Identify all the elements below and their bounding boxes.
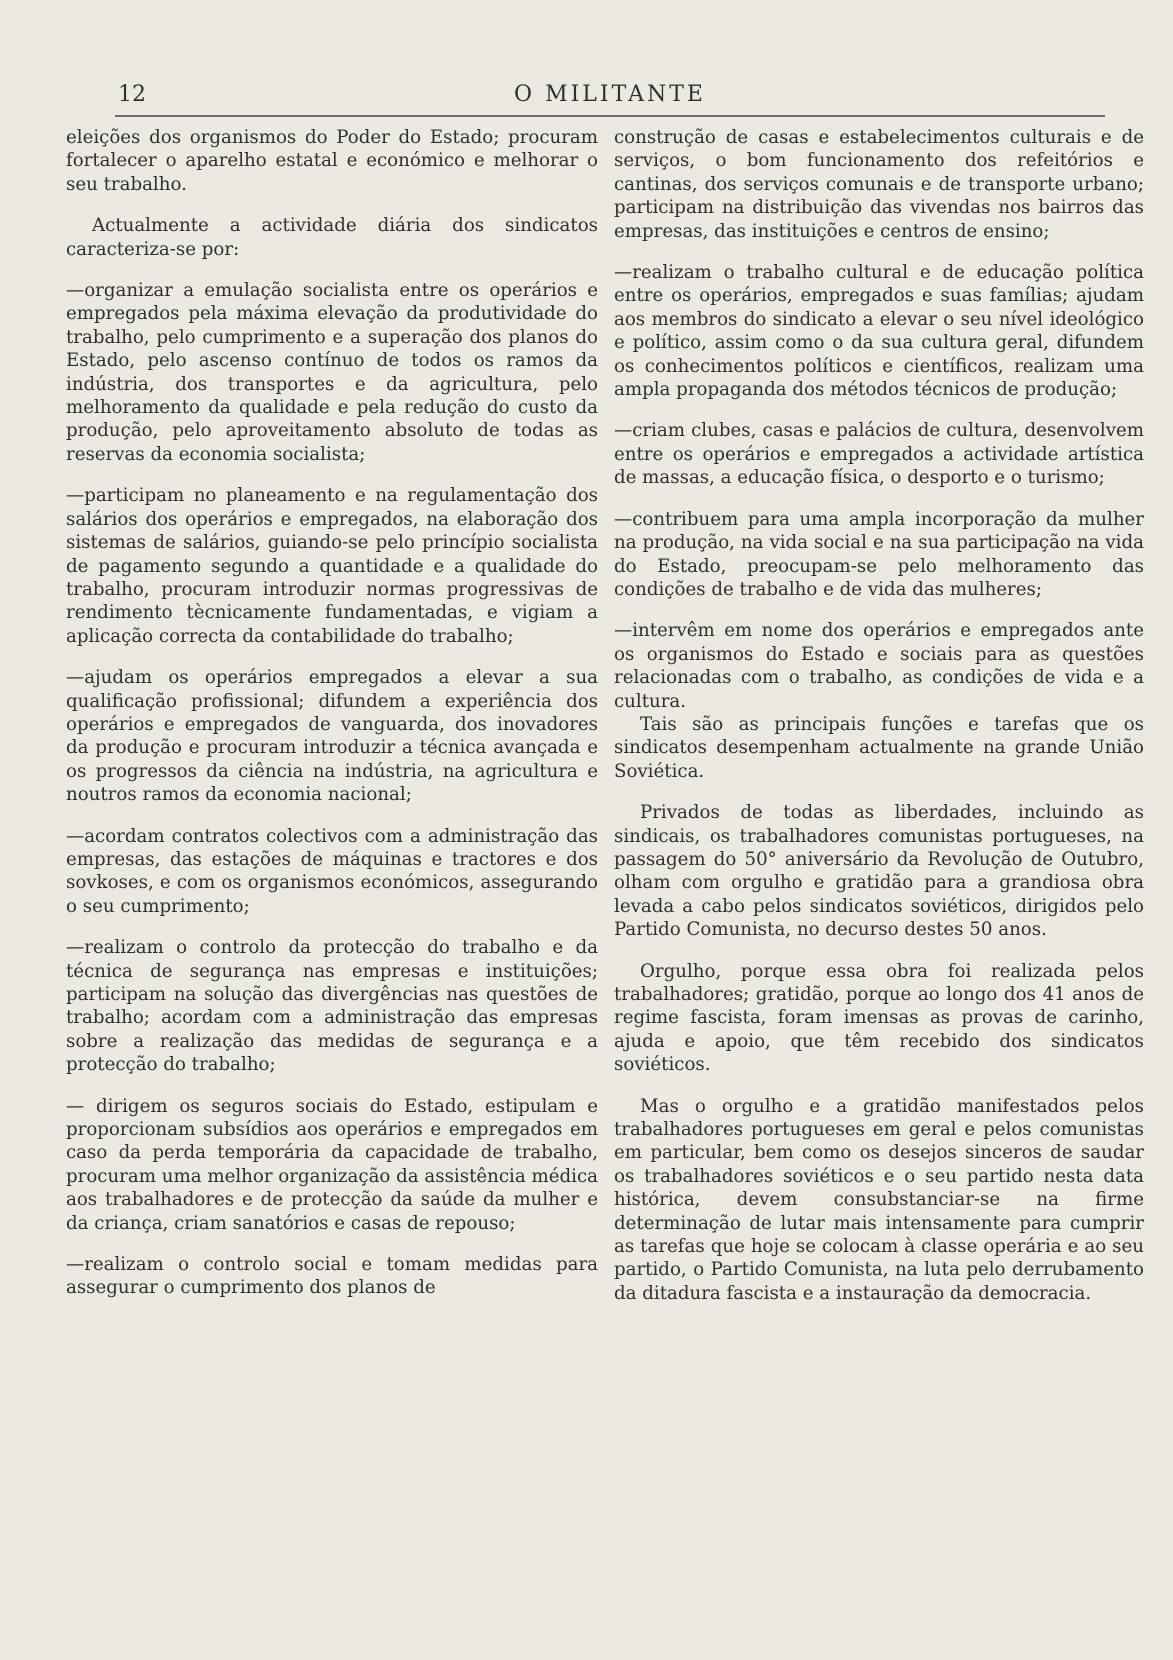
paragraph: Actualmente a actividade diária dos sindicatos caracteriza-se por: xyxy=(66,215,598,260)
paragraph: —criam clubes, casas e palácios de cultura, desenvolvem entre os operários e empregados a actividade artística de massas, a educação física, o desporto e o turismo; xyxy=(614,420,1144,489)
paragraph: —participam no planeamento e na regulamentação dos salários dos operários e empregados, na elaboração dos sistemas de salários, guiando-se pelo princípio socialista de pagamento segundo a quantidade e a qualidade do trabalho, procuram introduzir normas progressivas de rendimento tècnicamente fundamentadas, e vigiam a aplicação correcta da contabilidade do trabalho; xyxy=(66,485,598,647)
paragraph: —contribuem para uma ampla incorporação da mulher na produção, na vida social e na sua participação na vida do Estado, preocupam-se pelo melhoramento das condições de trabalho e de vida das mulheres; xyxy=(614,508,1144,600)
page-header xyxy=(110,82,1110,112)
page-number: 12 xyxy=(118,82,146,107)
publication-title: O MILITANTE xyxy=(514,82,706,107)
right-column xyxy=(614,126,1144,1305)
paragraph: Orgulho, porque essa obra foi realizada pelos trabalhadores; gratidão, porque ao longo dos 41 anos de regime fascista, foram imensas as provas de carinho, ajuda e apoio, que têm recebido dos sindicatos soviéticos. xyxy=(614,960,1144,1076)
paragraph: construção de casas e estabelecimentos culturais e de serviços, o bom funcionamento dos refeitórios e cantinas, dos serviços comunais e de transporte urbano; participam na distribuição das vivendas nos bairros das empresas, das instituições e centros de ensino; xyxy=(614,127,1144,242)
paragraph: —realizam o controlo da protecção do trabalho e da técnica de segurança nas empresas e instituições; participam na solução das divergências nas questões de trabalho; acordam com a administração das empresas sobre a realização das medidas de segurança e a protecção do trabalho; xyxy=(66,937,598,1076)
paragraph: Tais são as principais funções e tarefas que os sindicatos desempenham actualmente na grande União Soviética. xyxy=(614,713,1144,782)
paragraph: —acordam contratos colectivos com a administração das empresas, das estações de máquinas e tractores e dos sovkoses, e com os organismos económicos, assegurando o seu cumprimento; xyxy=(66,825,598,917)
paragraph: —ajudam os operários empregados a elevar a sua qualificação profissional; difundem a experiência dos operários e empregados de vanguarda, dos inovadores da produção e procuram introduzir a técnica avançada e os progressos da ciência na indústria, na agricultura e noutros ramos da economia nacional; xyxy=(66,667,598,806)
header-rule xyxy=(115,115,1105,117)
paragraph: Privados de todas as liberdades, incluindo as sindicais, os trabalhadores comunistas portugueses, na passagem do 50° aniversário da Revolução de Outubro, olham com orgulho e gratidão para a grandiosa obra levada a cabo pelos sindicatos soviéticos, dirigidos pelo Partido Comunista, no decurso destes 50 anos. xyxy=(614,802,1144,941)
paragraph: —realizam o controlo social e tomam medidas para assegurar o cumprimento dos planos de xyxy=(66,1254,598,1299)
paragraph: —intervêm em nome dos operários e empregados ante os organismos do Estado e sociais para as questões relacionadas com o trabalho, as condições de vida e a cultura. xyxy=(614,620,1144,712)
left-column xyxy=(66,126,598,1300)
paragraph: — dirigem os seguros sociais do Estado, estipulam e proporcionam subsídios aos operários e empregados em caso da perda temporária da capacidade de trabalho, procuram uma melhor organização da assistência médica aos trabalhadores e de protecção da saúde da mulher e da criança, criam sanatórios e casas de repouso; xyxy=(66,1095,598,1234)
paragraph: eleições dos organismos do Poder do Estado; procuram fortalecer o aparelho estatal e económico e melhorar o seu trabalho. xyxy=(66,127,598,195)
paragraph: —realizam o trabalho cultural e de educação política entre os operários, empregados e suas famílias; ajudam aos membros do sindicato a elevar o seu nível ideológico e político, assim como o da sua cultura geral, difundem os conhecimentos políticos e científicos, realizam uma ampla propaganda dos métodos técnicos de produção; xyxy=(614,262,1144,401)
paragraph: Mas o orgulho e a gratidão manifestados pelos trabalhadores portugueses em geral e pelos comunistas em particular, bem como os desejos sinceros de saudar os trabalhadores soviéticos e o seu partido nesta data histórica, devem consubstanciar-se na firme determinação de lutar mais intensamente para cumprir as tarefas que hoje se colocam à classe operária e ao seu partido, o Partido Comunista, na luta pelo derrubamento da ditadura fascista e a instauração da democracia. xyxy=(614,1095,1144,1304)
paragraph: —organizar a emulação socialista entre os operários e empregados pela máxima elevação da produtividade do trabalho, pelo cumprimento e a superação dos planos do Estado, pelo ascenso contínuo de todos os ramos da indústria, dos transportes e da agricultura, pelo melhoramento da qualidade e pela redução do custo da produção, pelo aproveitamento absoluto de todas as reservas da economia socialista; xyxy=(66,280,598,465)
